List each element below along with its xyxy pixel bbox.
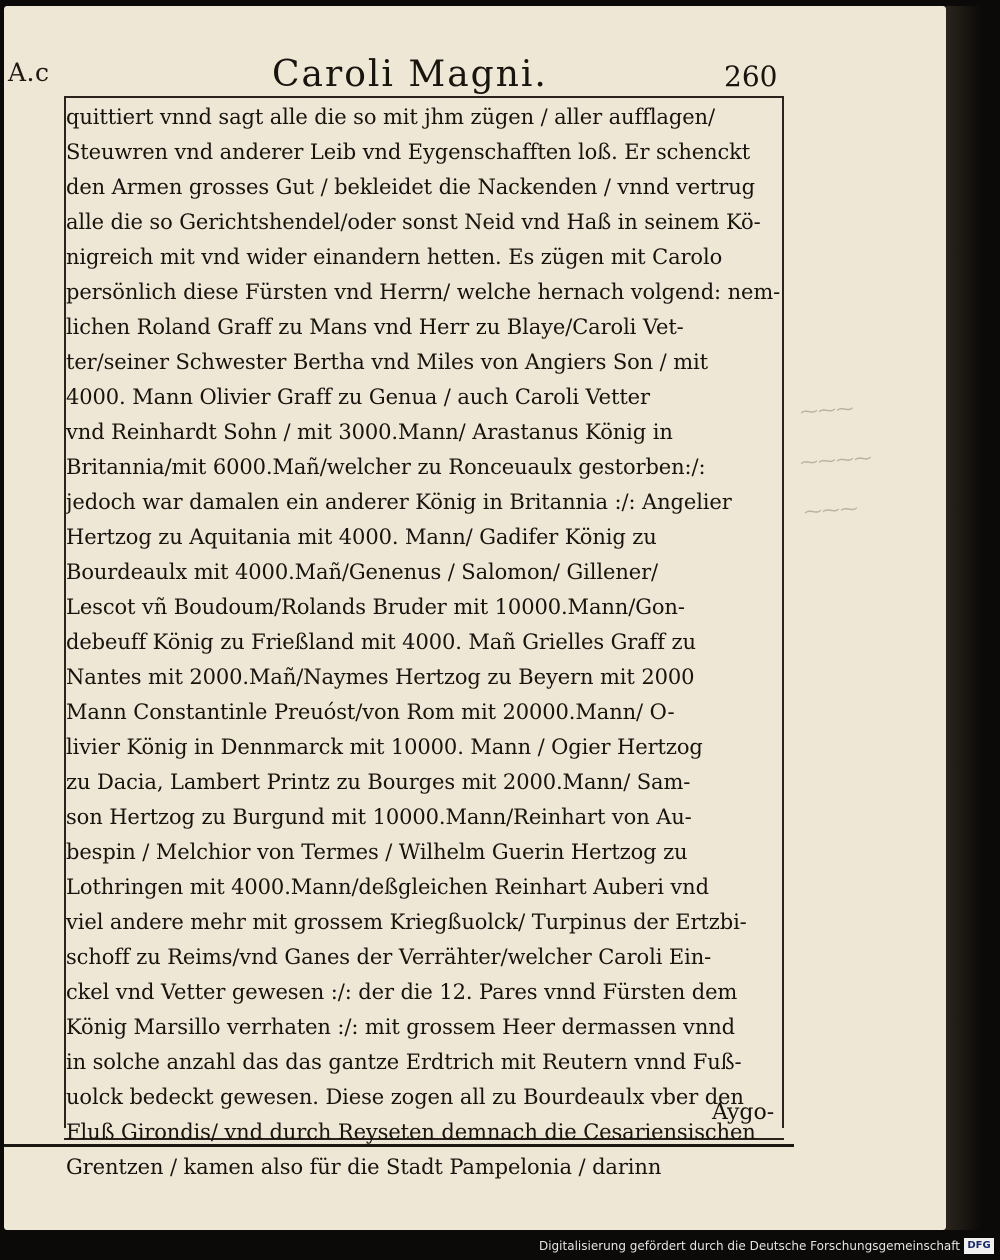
text-line: 4000. Mann Olivier Graff zu Genua / auch Caroli Vetter [66,385,650,409]
text-line: in solche anzahl das das gantze Erdtrich mit Reutern vnnd Fuß- [66,1050,742,1074]
text-line: vnd Reinhardt Sohn / mit 3000.Mann/ Arastanus König in [66,420,673,444]
text-line: Steuwren vnd anderer Leib vnd Eygenschafften loß. Er schenckt [66,140,751,164]
page-edge-shadow [946,6,982,1230]
text-line: Britannia/mit 6000.Mañ/welcher zu Ronceuaulx gestorben:/: [66,455,706,479]
text-line: alle die so Gerichtshendel/oder sonst Neid vnd Haß in seinem Kö- [66,210,761,234]
text-line: son Hertzog zu Burgund mit 10000.Mann/Reinhart von Au- [66,805,692,829]
text-line: Hertzog zu Aquitania mit 4000. Mann/ Gadifer König zu [66,525,657,549]
text-line: König Marsillo verrhaten :/: mit grossem Heer dermassen vnnd [66,1015,736,1039]
text-line: Lescot vñ Boudoum/Rolands Bruder mit 10000.Mann/Gon- [66,595,685,619]
dfg-logo: DFG [964,1238,994,1254]
text-line: den Armen grosses Gut / bekleidet die Nackenden / vnnd vertrug [66,175,756,199]
text-line: Lothringen mit 4000.Mann/deßgleichen Reinhart Auberi vnd [66,875,709,899]
text-line: quittiert vnnd sagt alle die so mit jhm zügen / aller aufflagen/ [66,105,715,129]
page-number: 260 [724,60,778,93]
text-line: persönlich diese Fürsten vnd Herrn/ welche hernach volgend: nem- [66,280,781,304]
pencil-annotation: ⁓⁓⁓⁓ [799,447,873,474]
text-line: uolck bedeckt gewesen. Diese zogen all zu Bourdeaulx vber den [66,1085,744,1109]
text-line: bespin / Melchior von Termes / Wilhelm Guerin Hertzog zu [66,840,688,864]
text-line: Nantes mit 2000.Mañ/Naymes Hertzog zu Beyern mit 2000 [66,665,695,689]
pencil-annotation: ⁓⁓⁓ [803,498,859,523]
text-line: jedoch war damalen ein anderer König in Britannia :/: Angelier [66,490,732,514]
frame-rule-top [64,96,784,98]
footer-credit: Digitalisierung gefördert durch die Deutsche Forschungsgemeinschaft [538,1239,960,1253]
catchword: Aygo- [712,1100,775,1125]
margin-note: A.c [8,58,50,87]
text-line: ckel vnd Vetter gewesen :/: der die 12. Pares vnnd Fürsten dem [66,980,738,1004]
running-title: Caroli Magni. [272,54,548,95]
text-line: Fluß Girondis/ vnd durch Reyseten demnach die Cesariensischen [66,1120,756,1144]
pencil-annotation: ⁓⁓⁓ [799,398,855,423]
text-line: viel andere mehr mit grossem Kriegßuolck/ Turpinus der Ertzbi- [66,910,747,934]
text-line: zu Dacia, Lambert Printz zu Bourges mit 2000.Mann/ Sam- [66,770,691,794]
text-line: Bourdeaulx mit 4000.Mañ/Genenus / Salomon/ Gillener/ [66,560,658,584]
text-line: livier König in Dennmarck mit 10000. Mann / Ogier Hertzog [66,735,703,759]
text-line: nigreich mit vnd wider einandern hetten. Es zügen mit Carolo [66,245,723,269]
text-line: Grentzen / kamen also für die Stadt Pampelonia / darinn [66,1155,662,1179]
text-line: schoff zu Reims/vnd Ganes der Verrähter/welcher Caroli Ein- [66,945,712,969]
text-line: ter/seiner Schwester Bertha vnd Miles von Angiers Son / mit [66,350,709,374]
body-text [66,100,794,1185]
text-line: lichen Roland Graff zu Mans vnd Herr zu Blaye/Caroli Vet- [66,315,684,339]
text-line: debeuff König zu Frießland mit 4000. Mañ Grielles Graff zu [66,630,696,654]
text-line: Mann Constantinle Preuóst/von Rom mit 20000.Mann/ O- [66,700,675,724]
